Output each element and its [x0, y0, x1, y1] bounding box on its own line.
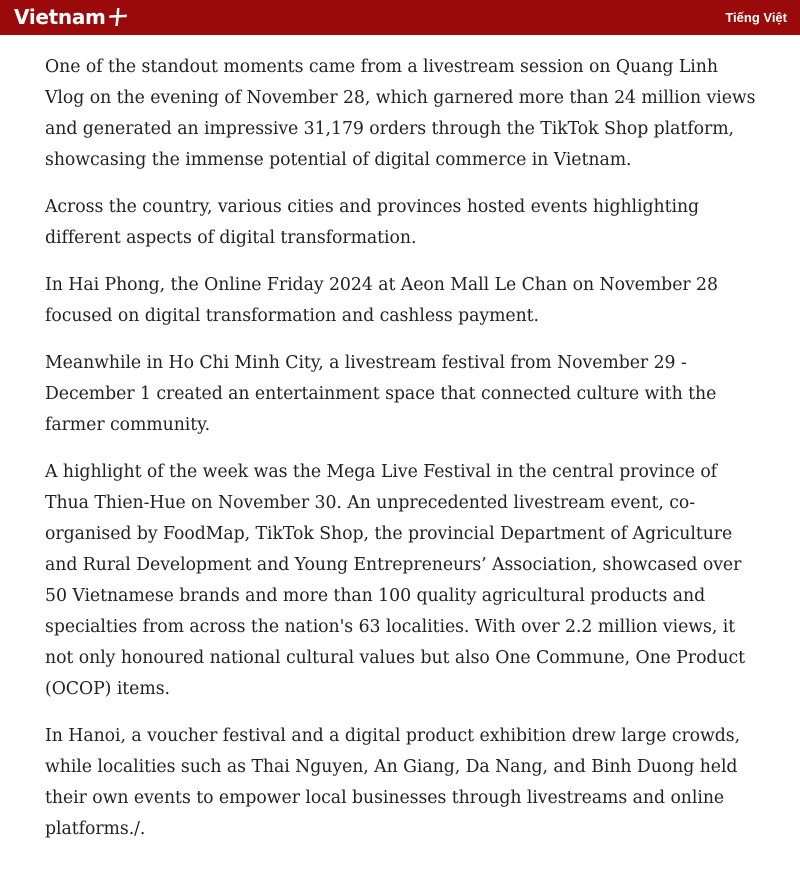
- top-header-bar: [0, 0, 800, 35]
- logo-text: Vietnam: [14, 5, 106, 29]
- article-paragraph-5: A highlight of the week was the Mega Live Festival in the central province of Thua Thien-Hue on November 30. An unprecedented livestream event, co-organised by FoodMap, TikTok Shop, the provincial Department of Agriculture and Rural Development and Young Entrepreneurs’ Association, showcased over 50 Vietnamese brands and more than 100 quality agricultural products and specialties from across the nation's 63 localities. With over 2.2 million views, it not only honoured national cultural values but also One Commune, One Product (OCOP) items.: [45, 462, 746, 699]
- site-logo[interactable]: [14, 3, 129, 31]
- plus-star-icon: [107, 6, 129, 28]
- article-paragraph-1: One of the standout moments came from a livestream session on Quang Linh Vlog on the evening of November 28, which garnered more than 24 million views and generated an impressive 31,179 orders through the TikTok Shop platform, showcasing the immense potential of digital commerce in Vietnam.: [45, 57, 756, 170]
- article-paragraph-2: Across the country, various cities and provinces hosted events highlighting different aspects of digital transformation.: [45, 197, 700, 248]
- language-switch-link[interactable]: Tiếng Việt: [725, 10, 787, 25]
- article-body: [45, 52, 757, 861]
- article-paragraph-6: In Hanoi, a voucher festival and a digital product exhibition drew large crowds, while localities such as Thai Nguyen, An Giang, Da Nang, and Binh Duong held their own events to empower local businesses through livestreams and online platforms./.: [45, 726, 741, 839]
- article-paragraph-4: Meanwhile in Ho Chi Minh City, a livestream festival from November 29 - December 1 created an entertainment space that connected culture with the farmer community.: [45, 353, 717, 435]
- article-paragraph-3: In Hai Phong, the Online Friday 2024 at Aeon Mall Le Chan on November 28 focused on digital transformation and cashless payment.: [45, 275, 718, 326]
